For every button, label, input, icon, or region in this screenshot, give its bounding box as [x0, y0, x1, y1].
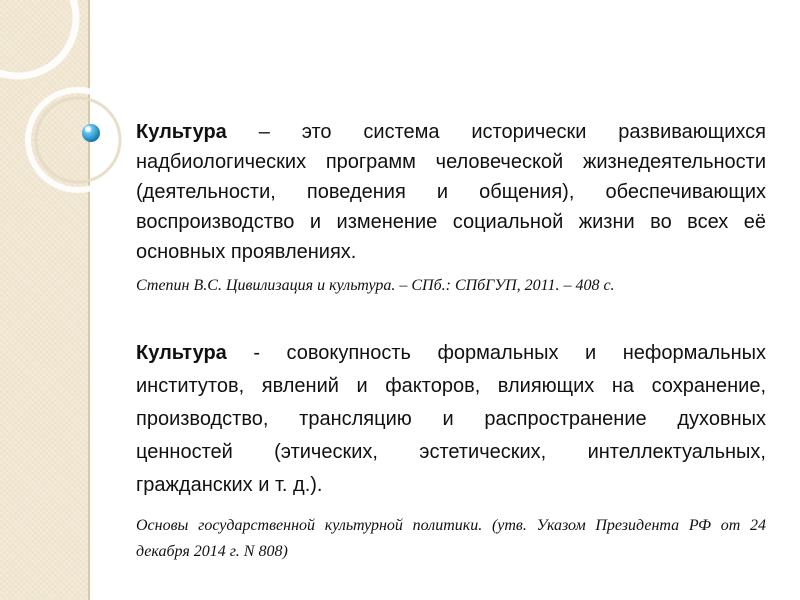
definition-2-term: Культура — [136, 342, 227, 364]
large-ring — [0, 0, 76, 76]
source-1-text: Степин В.С. Цивилизация и культура. – СПб.: СПбГУП, 2011. – 408 с. — [136, 277, 615, 294]
inner-ring — [36, 98, 120, 182]
definition-2-text: - совокупность формальных и неформальных институтов, явлений и факторов, влияющих на сохранение, производство, трансляцию и распространение духовных ценностей (этических, эстетических, интеллектуальных, гражданских и т. д.). — [136, 342, 766, 496]
definition-2 — [136, 337, 766, 502]
definition-1 — [136, 117, 766, 267]
decorative-rings — [0, 0, 130, 220]
source-2-text: Основы государственной культурной политики. (утв. Указом Президента РФ от 24 декабря 2014 г. N 808) — [136, 517, 766, 560]
source-1 — [136, 275, 766, 297]
source-2 — [136, 513, 766, 565]
definition-1-text: – это система исторически развивающихся надбиологических программ человеческой жизнедеятельности (деятельности, поведения и общения), обеспечивающих воспроизводство и изменение социальной жизни во всех её основных проявлениях. — [136, 121, 766, 263]
middle-ring — [28, 90, 128, 190]
bullet-highlight — [85, 126, 91, 132]
definition-1-term: Культура — [136, 121, 227, 143]
bullet-ball-icon — [82, 124, 100, 142]
